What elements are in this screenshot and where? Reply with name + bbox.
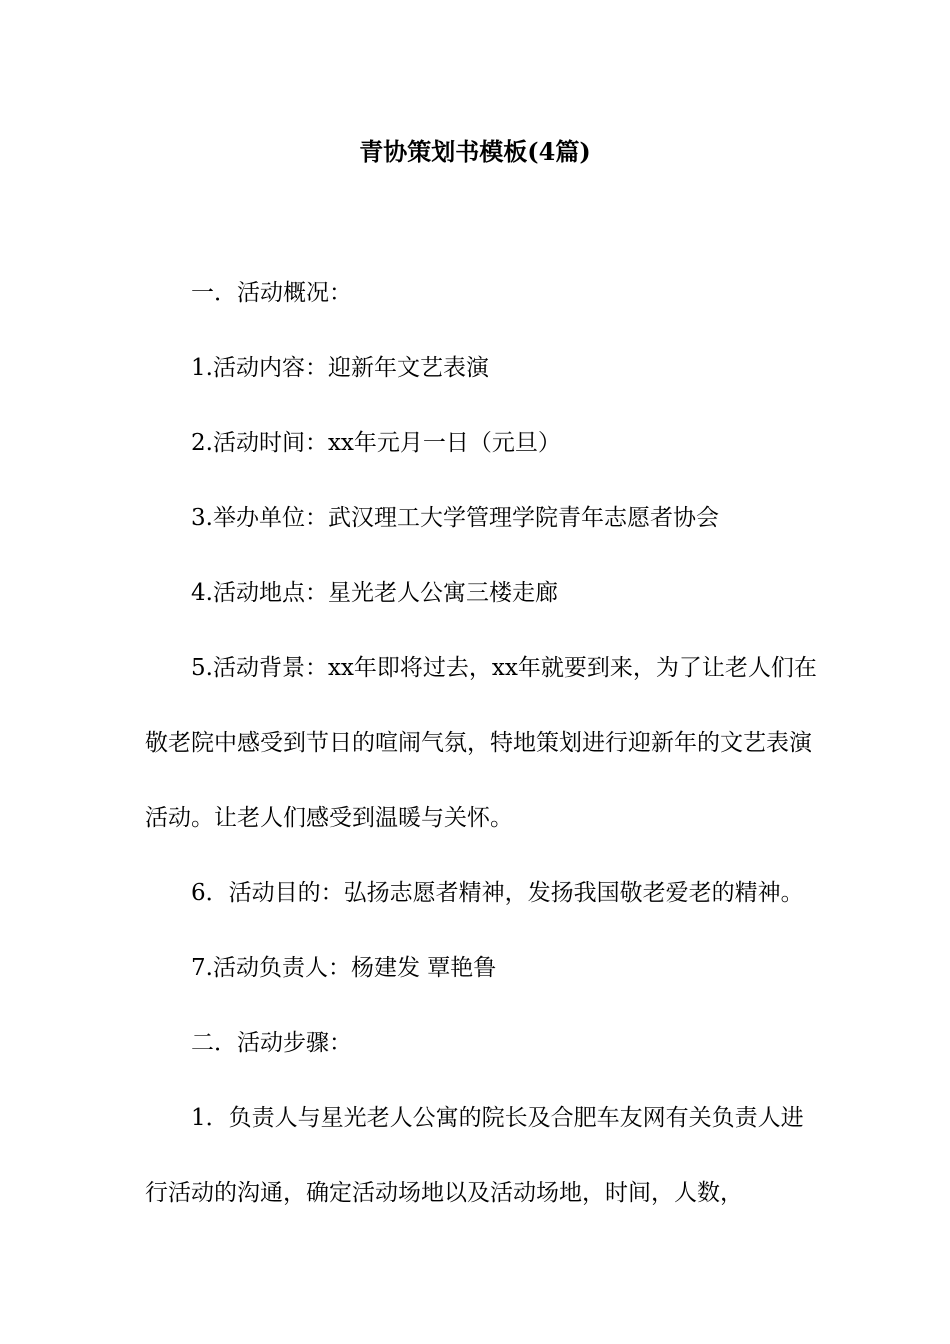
paragraph-purpose: 6．活动目的：弘扬志愿者精神，发扬我国敬老爱老的精神。 bbox=[191, 880, 804, 906]
document-body bbox=[145, 256, 820, 1231]
section-heading-overview: 一．活动概况： bbox=[191, 280, 352, 306]
section-heading-steps: 二．活动步骤： bbox=[191, 1030, 352, 1056]
document-title: 青协策划书模板(4篇) bbox=[359, 137, 591, 166]
paragraph-background: 5.活动背景：xx年即将过去，xx年就要到来，为了让老人们在敬老院中感受到节日的喧闹气氛，特地策划进行迎新年的文艺表演活动。让老人们感受到温暖与关怀。 bbox=[145, 655, 817, 831]
paragraph-step-1: 1．负责人与星光老人公寓的院长及合肥车友网有关负责人进行活动的沟通，确定活动场地以及活动场地，时间，人数， bbox=[145, 1105, 804, 1206]
paragraph-location: 4.活动地点：星光老人公寓三楼走廊 bbox=[191, 580, 558, 606]
paragraph-activity-content: 1.活动内容：迎新年文艺表演 bbox=[191, 355, 489, 381]
paragraph-activity-time: 2.活动时间：xx年元月一日（元旦） bbox=[191, 430, 561, 456]
paragraph-organizer: 3.举办单位：武汉理工大学管理学院青年志愿者协会 bbox=[191, 505, 719, 531]
paragraph-responsible-persons: 7.活动负责人：杨建发 覃艳鲁 bbox=[191, 955, 497, 981]
